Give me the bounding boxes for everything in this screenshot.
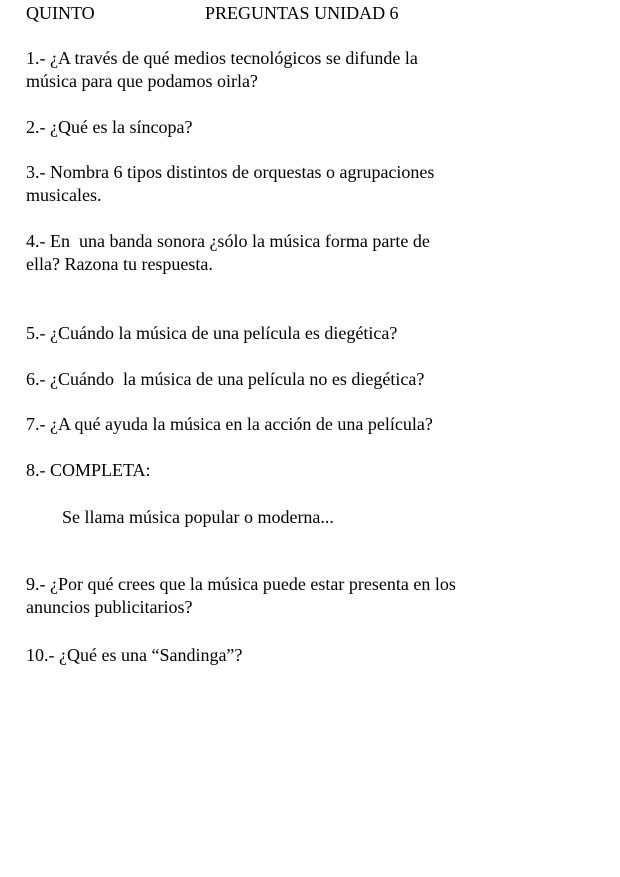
question-4-line-1: 4.- En una banda sonora ¿sólo la música forma parte de [26, 231, 430, 251]
question-5-line-1: 5.- ¿Cuándo la música de una película es diegética? [26, 323, 398, 343]
question-4-line-2: ella? Razona tu respuesta. [26, 254, 213, 274]
question-2-line-1: 2.- ¿Qué es la síncopa? [26, 117, 193, 137]
question-8-prompt: Se llama música popular o moderna... [62, 507, 334, 527]
question-3-line-1: 3.- Nombra 6 tipos distintos de orquestas o agrupaciones [26, 162, 435, 182]
question-10-line-1: 10.- ¿Qué es una “Sandinga”? [26, 645, 243, 665]
page-title: PREGUNTAS UNIDAD 6 [205, 3, 399, 23]
question-1-line-2: música para que podamos oirla? [26, 71, 258, 91]
question-7-line-1: 7.- ¿A qué ayuda la música en la acción de una película? [26, 414, 433, 434]
question-3-line-2: musicales. [26, 185, 102, 205]
question-6-line-1: 6.- ¿Cuándo la música de una película no es diegética? [26, 369, 425, 389]
question-1-line-1: 1.- ¿A través de qué medios tecnológicos se difunde la [26, 48, 418, 68]
question-8-line-1: 8.- COMPLETA: [26, 460, 151, 480]
grade-label: QUINTO [26, 3, 95, 23]
question-9-line-1: 9.- ¿Por qué crees que la música puede estar presenta en los [26, 574, 456, 594]
question-9-line-2: anuncios publicitarios? [26, 597, 193, 617]
